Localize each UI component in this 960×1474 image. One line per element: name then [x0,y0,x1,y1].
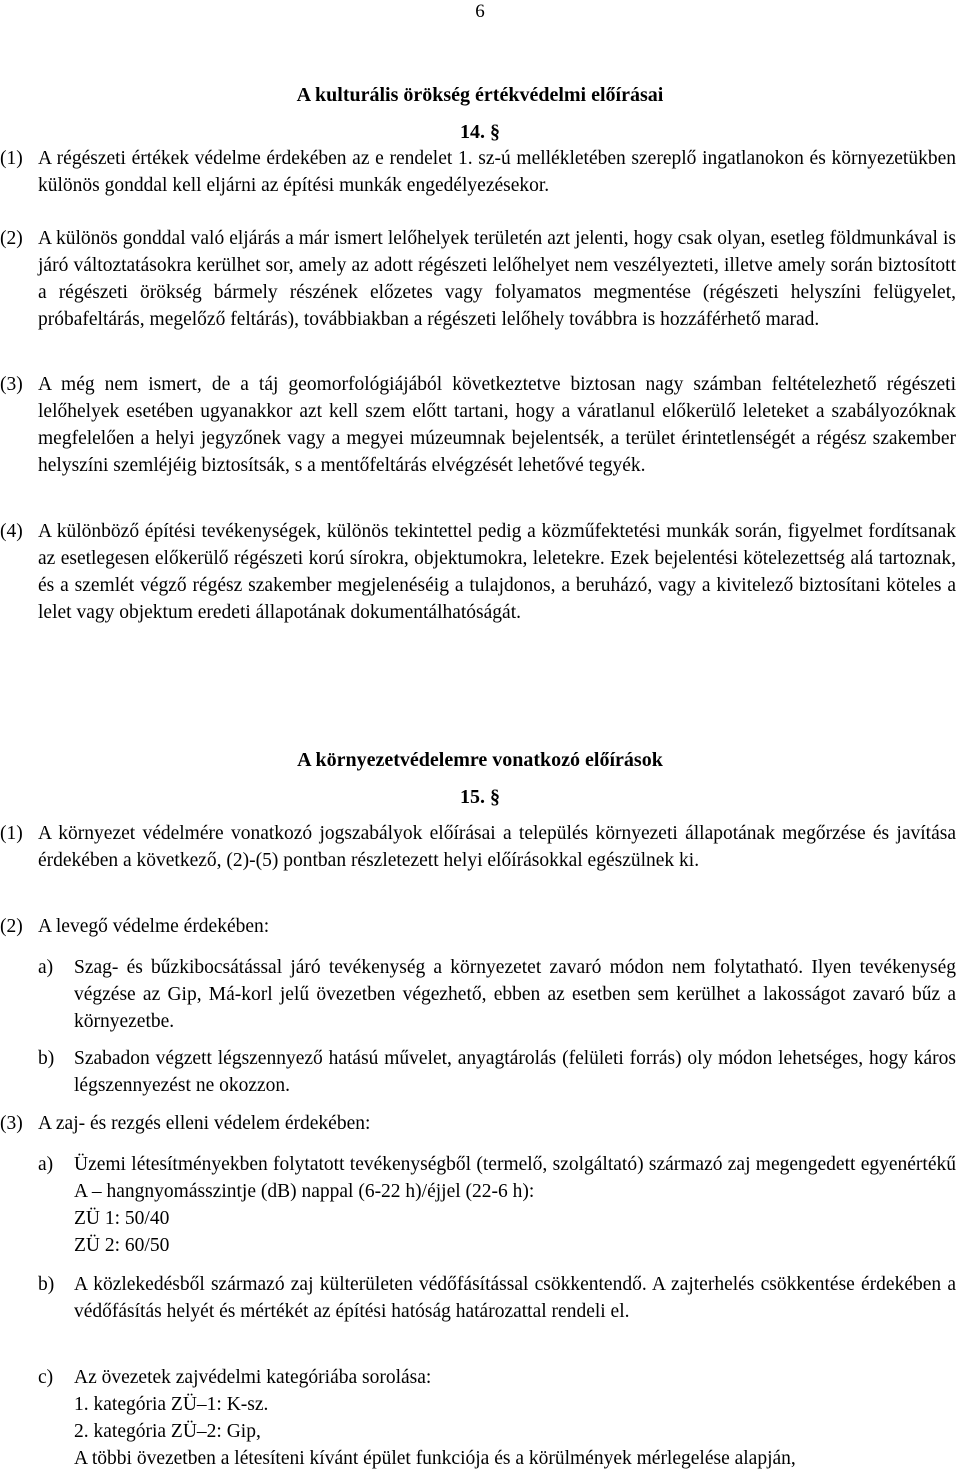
paragraph-label: (1) [0,148,23,169]
list-item-label: b) [38,1274,55,1295]
paragraph-text: A zaj- és rezgés elleni védelem érdekében: [38,1113,371,1134]
paragraph-text: A környezet védelmére vonatkozó jogszabályok előírásai a település környezeti állapotának megőrzése és javítása érdekében a következő, (2)-(5) pontban részletezett helyi előírásokkal egészülnek ki. [38,823,956,871]
list-item-text: Az övezetek zajvédelmi kategóriába sorolása: [74,1367,432,1388]
list-item-text: Szag- és bűzkibocsátással járó tevékenység a környezetet zavaró módon nem folytatható. Ilyen tevékenység végzése az Gip, Má-korl jelű övezetben végezhető, ebben az esetben sem kerülhet a lakosságot zavaró bűz a környezetbe. [74,957,956,1032]
list-item-label: a) [38,1154,54,1175]
paragraph-text: A különös gonddal való eljárás a már ismert lelőhelyek területén azt jelenti, hogy csak olyan, esetleg földmunkával is járó változtatásokra kerülhet sor, amely az adott régészeti lelőhelyet nem veszélyezteti, illetve amely során biztosított a régészeti örökség bármely részének előzetes vagy folyamatos megmentése (régészeti helyszíni felügyelet, próbafeltárás, megelőző feltárás), továbbiakban a régészeti lelőhely továbbra is hozzáférhető marad. [38,228,956,330]
list-item-text: Szabadon végzett légszennyező hatású művelet, anyagtárolás (felületi forrás) oly módon lehetséges, hogy káros légszennyezést ne okozzon. [74,1048,956,1096]
paragraph [0,913,956,940]
list-item-text: Üzemi létesítményekben folytatott tevékenységből (termelő, szolgáltató) származó zaj megengedett egyenértékű A – hangnyomásszintje (dB) nappal (6-22 h)/éjjel (22-6 h): [74,1154,956,1202]
category-line: A többi övezetben a létesíteni kívánt épület funkciója és a körülmények mérlegelése alapján, [74,1448,796,1469]
paragraph [0,518,956,626]
paragraph-label: (4) [0,521,23,542]
paragraph-text: A különböző építési tevékenységek, különös tekintettel pedig a közműfektetési munkák során, figyelmet fordítsanak az esetlegesen előkerülő régészeti korú sírokra, objektumokra, leletekre. Ezek bejelentési kötelezettség alá tartoznak, és a szemlét végző régész szakember megjelenéséig a tulajdonos, a beruházó, vagy a kivitelező biztosítani köteles a lelet vagy objektum eredeti állapotának dokumentálhatóságát. [38,521,956,623]
list-item-body [74,1364,956,1472]
list-item-body [74,1151,956,1259]
page-number: 6 [475,1,485,22]
paragraph-text: A levegő védelme érdekében: [38,916,270,937]
list-item-label: c) [38,1367,54,1388]
paragraph-label: (3) [0,1113,23,1134]
paragraph [0,371,956,479]
limit-value: ZÜ 2: 60/50 [74,1235,170,1256]
paragraph [0,1110,956,1137]
paragraph-label: (3) [0,374,23,395]
limit-value: ZÜ 1: 50/40 [74,1208,170,1229]
paragraph [0,225,956,333]
list-item-label: b) [38,1048,55,1069]
paragraph [0,820,956,874]
section-title: A kulturális örökség értékvédelmi előírásai [296,84,664,106]
paragraph-label: (2) [0,916,23,937]
category-line: 2. kategória ZÜ–2: Gip, [74,1421,261,1442]
paragraph [0,145,956,199]
list-item-text: A közlekedésből származó zaj külterületen védőfásítással csökkentendő. A zajterhelés csökkentése érdekében a védőfásítás helyét és mértékét az építési hatóság határozattal rendeli el. [74,1274,956,1322]
category-line: 1. kategória ZÜ–1: K-sz. [74,1394,269,1415]
paragraph-label: (2) [0,228,23,249]
section-number: 14. § [460,121,500,143]
section-title: A környezetvédelemre vonatkozó előírások [297,749,663,771]
paragraph-text: A még nem ismert, de a táj geomorfológiájából következtetve biztosan nagy számban feltételezhető régészeti lelőhelyek esetében ugyanakkor azt kell szem előtt tartani, hogy a váratlanul előkerülő leleteket a szabályozóknak megfelelően a helyi jegyzőnek vagy a megyei múzeumnak bejelentsék, a terület érintetlenségét a régész szakember helyszíni szemléjéig biztosítsák, s a mentőfeltárás elvégzését lehetővé tegyék. [38,374,956,476]
paragraph-text: A régészeti értékek védelme érdekében az e rendelet 1. sz-ú mellékletében szereplő ingatlanokon és környezetükben különös gonddal kell eljárni az építési munkák engedélyezésekor. [38,148,956,196]
section-number: 15. § [460,786,500,808]
paragraph-label: (1) [0,823,23,844]
list-item-label: a) [38,957,54,978]
